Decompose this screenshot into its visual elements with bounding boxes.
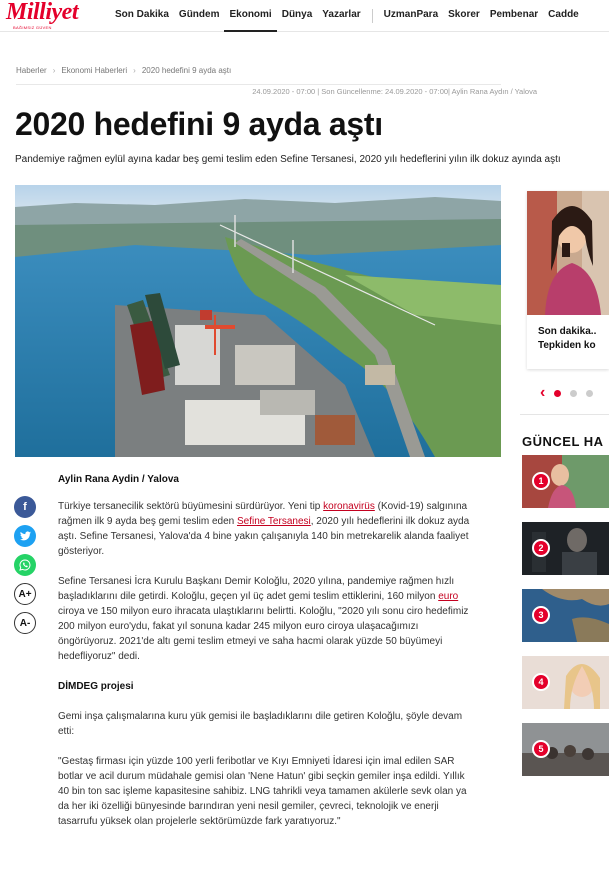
nav-item-pembenar[interactable]: Pembenar — [489, 9, 539, 20]
nav-item-skorer[interactable]: Skorer — [448, 9, 480, 20]
sidebar-featured-card[interactable] — [527, 191, 609, 369]
text: , 2020 yılı hedeflerini ilk dokuz ayda aştı. Sefine Tersanesi, Yalova'da 4 bine yakın çalışanıyla 140 bin metrekarelik alanda faaliyet gösteriyor. — [58, 516, 470, 557]
text: (Kovid-19) salgınına rağmen ilk 9 ayda beş gemi teslim eden — [58, 501, 468, 527]
article-body — [58, 472, 478, 844]
article-title: 2020 hedefini 9 ayda aştı — [15, 106, 383, 142]
article-paragraph — [58, 499, 478, 559]
facebook-icon[interactable]: f — [14, 496, 36, 518]
top-navigation — [0, 0, 609, 32]
nav-item-dunya[interactable]: Dünya — [281, 9, 313, 20]
breadcrumb-haberler[interactable]: Haberler — [16, 66, 47, 75]
milliyet-logo[interactable] — [6, 2, 104, 30]
sidebar-section-title: GÜNCEL HA — [522, 434, 604, 449]
tag-link-sefine-tersanesi[interactable]: Sefine Tersanesi — [236, 516, 311, 527]
featured-caption — [538, 325, 596, 353]
divider — [520, 414, 609, 415]
nav-item-gundem[interactable]: Gündem — [178, 9, 220, 20]
font-increase-button[interactable]: A+ — [14, 583, 36, 605]
logo-tagline: BAĞIMSIZ GÜVEN — [13, 25, 52, 30]
nav-divider — [372, 9, 373, 23]
caption-line: Son dakika.. — [538, 326, 597, 337]
text: Sefine Tersanesi İcra Kurulu Başkanı Demir Koloğlu, 2020 yılına, pandemiye rağmen hızlı başladıklarını dile getirdi. Koloğlu, geçen yıl üç adet gemi teslim ettiklerini, 160 milyon — [58, 576, 455, 602]
news-item[interactable] — [522, 723, 609, 776]
article-paragraph: Gemi inşa çalışmalarına kuru yük gemisi ile başladıklarını dile getiren Koloğlu, şöyle devam etti: — [58, 711, 463, 737]
nav-menu — [110, 0, 584, 32]
article-spot: Pandemiye rağmen eylül ayına kadar beş gemi teslim eden Sefine Tersanesi, 2020 yılı hedeflerini yılın ilk dokuz ayında aştı — [15, 154, 561, 165]
news-item[interactable] — [522, 589, 609, 642]
news-item[interactable] — [522, 522, 609, 575]
text: Türkiye tersanecilik sektörü büyümesini sürdürüyor. Yeni tip — [58, 501, 324, 512]
font-decrease-button[interactable]: A- — [14, 612, 36, 634]
chevron-right-icon: › — [52, 66, 56, 75]
article-paragraph — [58, 574, 478, 664]
caption-line: Tepkiden ko — [538, 340, 596, 351]
news-rank-badge: 4 — [532, 673, 550, 691]
breadcrumb-ekonomi[interactable]: Ekonomi Haberleri — [61, 66, 128, 75]
news-rank-badge: 2 — [532, 539, 550, 557]
chevron-left-icon[interactable]: ‹ — [540, 384, 546, 401]
text: ciroya ve 150 milyon euro ihracata ulaştıklarını belirtti. Koloğlu, "2020 yılı sonu ciro hedefimiz 200 milyon euro'ydu, fakat yıl sonuna kadar 245 milyon euro ciroya ulaşacağımızı öngörüyoruz. 2021'de altı gemi teslim etmeyi ve saha hacmi olarak yüzde 50 büyümeyi hedefliyoruz" dedi. — [58, 606, 469, 662]
article-meta: 24.09.2020 - 07:00 | Son Güncellenme: 24.09.2020 - 07:00| Aylin Rana Aydın / Yalova — [252, 87, 537, 96]
slider-dot-3[interactable] — [586, 390, 593, 397]
logo-wordmark: Milliyet — [6, 0, 78, 25]
slider-controls — [540, 386, 593, 400]
whatsapp-icon[interactable] — [14, 554, 36, 576]
nav-item-uzmanpara[interactable]: UzmanPara — [383, 9, 439, 20]
slider-dot-1[interactable] — [554, 390, 561, 397]
breadcrumb — [16, 66, 231, 75]
article-author: Aylin Rana Aydin / Yalova — [58, 474, 179, 485]
breadcrumb-current: 2020 hedefini 9 ayda aştı — [141, 66, 232, 75]
tag-link-koronavirus[interactable]: koronavirüs — [323, 501, 375, 512]
nav-item-yazarlar[interactable]: Yazarlar — [322, 9, 361, 20]
tag-link-euro[interactable]: euro — [438, 591, 459, 602]
news-item[interactable] — [522, 455, 609, 508]
nav-item-ekonomi[interactable]: Ekonomi — [224, 0, 276, 32]
article-subheading: DİMDEG projesi — [58, 681, 134, 692]
news-item[interactable] — [522, 656, 609, 709]
article-paragraph: "Gestaş firması için yüzde 100 yerli feribotlar ve Kıyı Emniyeti İdaresi için imal edilen SAR botlar ve acil durum müdahale gemisi olan 'Nene Hatun' gibi seçkin gemiler inşa edildi. Yıllık 40 bin ton sac işleme kapasitesine sahibiz. LNG tahrikli veya tamamen akülerle sevk olan ya da her iki özelliği bünyesinde barındıran yeni nesil gemiler, çevreci, teknolojik ve enerji tasarrufu yüksek olan projelerle sektörümüzde fark yaratıyoruz." — [58, 756, 467, 827]
share-bar — [14, 496, 36, 641]
featured-image — [527, 191, 609, 315]
news-rank-badge: 5 — [532, 740, 550, 758]
twitter-icon[interactable] — [14, 525, 36, 547]
nav-item-cadde[interactable]: Cadde — [548, 9, 579, 20]
news-rank-badge: 1 — [532, 472, 550, 490]
chevron-right-icon: › — [133, 66, 136, 75]
news-rank-badge: 3 — [532, 606, 550, 624]
nav-item-son-dakika[interactable]: Son Dakika — [115, 9, 169, 20]
hero-image — [15, 185, 501, 457]
slider-dot-2[interactable] — [570, 390, 577, 397]
divider — [16, 84, 501, 85]
